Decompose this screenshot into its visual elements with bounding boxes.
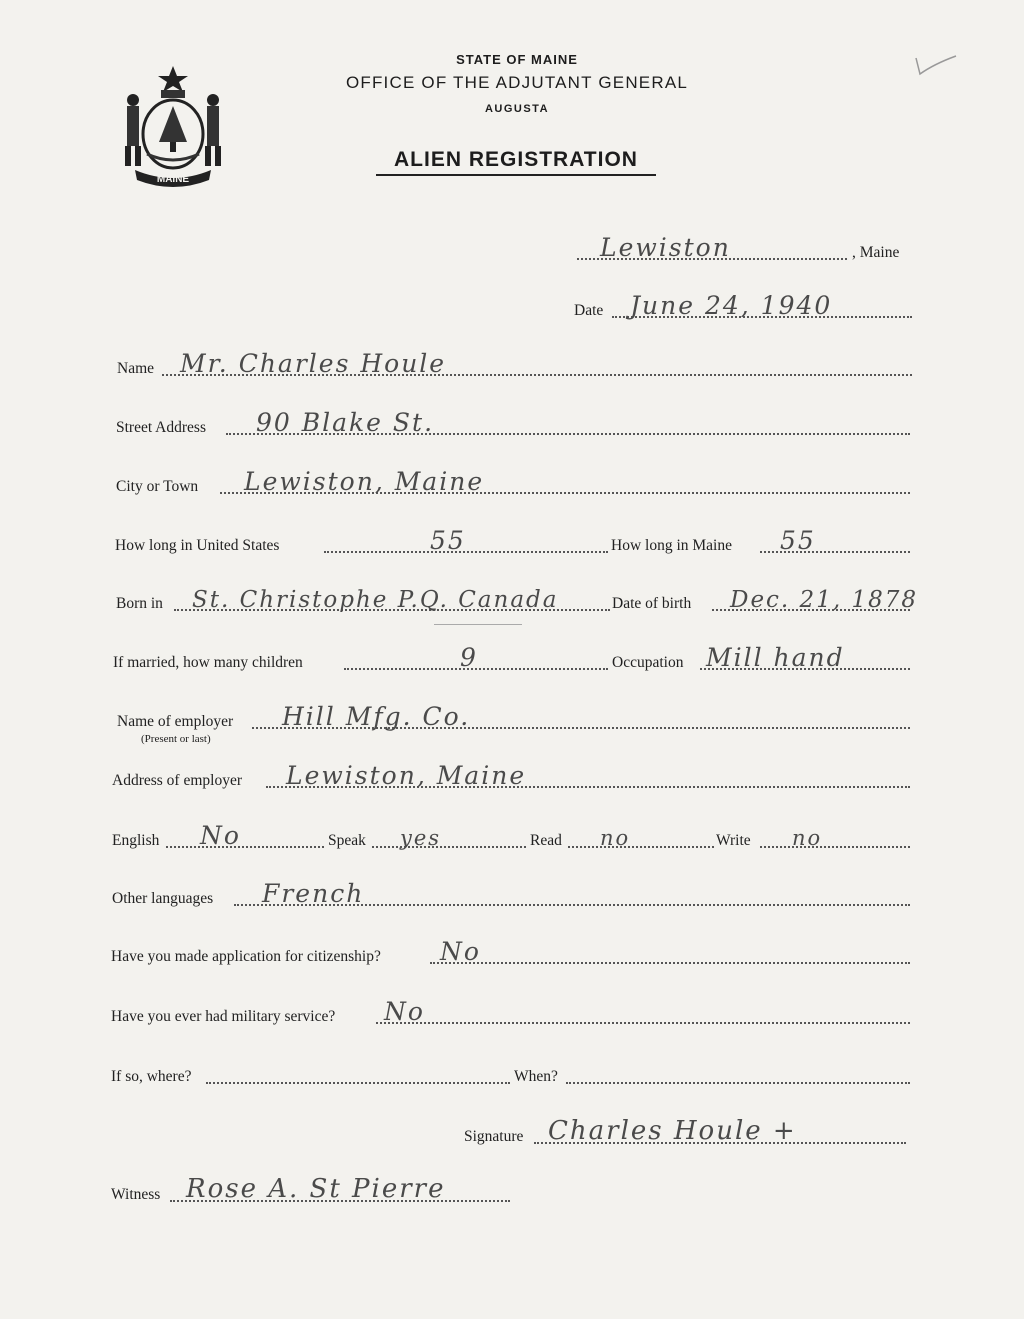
witness-label: Witness bbox=[111, 1186, 161, 1203]
employer-address-row bbox=[0, 761, 1024, 794]
born-value: St. Christophe P.Q. Canada bbox=[192, 587, 559, 613]
speak-value: yes bbox=[400, 826, 442, 850]
other-languages-label: Other languages bbox=[112, 890, 214, 907]
maine-years-value: 55 bbox=[780, 526, 816, 555]
citizenship-label: Have you made application for citizenship? bbox=[111, 948, 381, 965]
dob-label: Date of birth bbox=[612, 595, 692, 612]
signature-value: Charles Houle + bbox=[548, 1116, 797, 1146]
street-label: Street Address bbox=[116, 419, 206, 436]
write-value: no bbox=[792, 826, 823, 850]
write-label: Write bbox=[716, 832, 751, 849]
city-heading: AUGUSTA bbox=[484, 103, 550, 115]
other-languages-row bbox=[0, 879, 1024, 912]
maine-years-label: How long in Maine bbox=[611, 537, 732, 554]
employer-address-label: Address of employer bbox=[112, 772, 242, 789]
city-value: Lewiston, Maine bbox=[244, 467, 485, 496]
office-heading: OFFICE OF THE ADJUTANT GENERAL bbox=[345, 73, 689, 92]
us-years-label: How long in United States bbox=[115, 537, 280, 554]
employer-label: Name of employer bbox=[117, 713, 234, 730]
employer-row bbox=[0, 702, 1024, 735]
speak-label: Speak bbox=[328, 832, 366, 849]
place-suffix: , Maine bbox=[852, 244, 900, 261]
witness-value: Rose A. St Pierre bbox=[186, 1174, 446, 1204]
children-value: 9 bbox=[460, 643, 478, 672]
pencil-underline bbox=[434, 624, 522, 625]
us-years-value: 55 bbox=[430, 526, 466, 555]
occupation-value: Mill hand bbox=[706, 643, 845, 672]
citizenship-value: No bbox=[440, 937, 481, 966]
signature-label: Signature bbox=[464, 1128, 524, 1145]
residency-row bbox=[0, 526, 1024, 559]
state-heading: STATE OF MAINE bbox=[456, 52, 578, 67]
english-value: No bbox=[200, 821, 241, 850]
occupation-label: Occupation bbox=[612, 654, 684, 671]
military-label: Have you ever had military service? bbox=[111, 1008, 336, 1025]
employer-address-value: Lewiston, Maine bbox=[286, 761, 527, 790]
street-value: 90 Blake St. bbox=[256, 408, 435, 437]
where-when-row bbox=[0, 1062, 1024, 1090]
name-row bbox=[0, 349, 1024, 382]
date-label: Date bbox=[574, 302, 604, 319]
city-label: City or Town bbox=[116, 478, 199, 495]
employer-value: Hill Mfg. Co. bbox=[282, 702, 471, 731]
read-label: Read bbox=[530, 832, 562, 849]
birth-row bbox=[0, 589, 1024, 617]
other-languages-value: French bbox=[262, 879, 365, 908]
place-row bbox=[0, 233, 1024, 266]
read-value: no bbox=[600, 826, 631, 850]
name-value: Mr. Charles Houle bbox=[180, 349, 447, 378]
employer-sublabel: (Present or last) bbox=[141, 733, 211, 745]
date-row bbox=[0, 291, 1024, 324]
city-row bbox=[0, 467, 1024, 500]
children-row bbox=[0, 643, 1024, 676]
date-value: June 24, 1940 bbox=[630, 291, 833, 320]
check-mark-icon bbox=[912, 50, 962, 80]
dob-value: Dec. 21, 1878 bbox=[730, 587, 918, 613]
name-label: Name bbox=[117, 360, 155, 377]
place-value: Lewiston bbox=[600, 233, 731, 262]
english-label: English bbox=[112, 832, 160, 849]
military-row bbox=[0, 997, 1024, 1030]
born-label: Born in bbox=[116, 595, 163, 612]
english-row bbox=[0, 821, 1024, 854]
witness-row bbox=[0, 1174, 1024, 1208]
military-value: No bbox=[384, 997, 425, 1026]
children-label: If married, how many children bbox=[113, 654, 303, 671]
where-label: If so, where? bbox=[111, 1068, 192, 1085]
when-label: When? bbox=[514, 1068, 558, 1085]
form-title: ALIEN REGISTRATION bbox=[376, 148, 656, 176]
street-row bbox=[0, 408, 1024, 441]
signature-row bbox=[0, 1116, 1024, 1150]
seal-banner-text: MAINE bbox=[156, 174, 190, 185]
citizenship-row bbox=[0, 937, 1024, 970]
